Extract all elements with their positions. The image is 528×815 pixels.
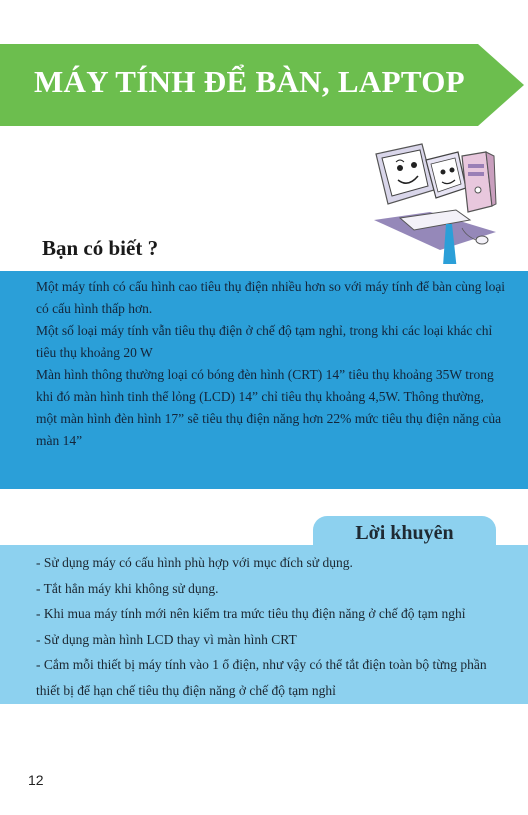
advice-heading: Lời khuyên — [355, 522, 454, 544]
did-you-know-paragraph: Màn hình thông thường loại có bóng đèn hình (CRT) 14” tiêu thụ khoảng 35W trong khi đó màn hình tinh thể lỏng (LCD) 14” chỉ tiêu thụ khoảng 4,5W. Thông thường, một màn hình đèn hình 17” sẽ tiêu thụ điện năng hơn 22% mức tiêu thụ điện năng của màn 14” — [36, 367, 502, 448]
did-you-know-paragraph: Một số loại máy tính vẫn tiêu thụ điện ở chế độ tạm nghỉ, trong khi các loại khác chỉ tiêu thụ khoảng 20 W — [36, 323, 493, 360]
advice-item: - Sử dụng máy có cấu hình phù hợp với mục đích sử dụng. — [36, 555, 353, 570]
title-banner — [0, 44, 528, 126]
did-you-know-text — [36, 276, 508, 452]
did-you-know-heading: Bạn có biết ? — [42, 236, 159, 260]
page-title: MÁY TÍNH ĐỂ BÀN, LAPTOP — [34, 64, 465, 99]
advice-list — [36, 550, 512, 703]
advice-panel — [0, 545, 528, 704]
advice-item: - Cắm mỗi thiết bị máy tính vào 1 ổ điện, như vậy có thể tắt điện toàn bộ từng phần thiết bị để hạn chế tiêu thụ điện năng ở chế độ tạm nghỉ — [36, 657, 487, 698]
computer-cartoon-icon — [370, 140, 498, 264]
did-you-know-paragraph: Một máy tính có cấu hình cao tiêu thụ điện nhiều hơn so với máy tính để bàn cùng loại có cấu hình thấp hơn. — [36, 279, 506, 316]
advice-item: - Tắt hẳn máy khi không sử dụng. — [36, 580, 219, 596]
advice-item: - Khi mua máy tính mới nên kiểm tra mức tiêu thụ điện năng ở chế độ tạm nghỉ — [36, 606, 466, 621]
did-you-know-panel — [0, 271, 528, 489]
page-number: 12 — [28, 772, 44, 788]
advice-item: - Sử dụng màn hình LCD thay vì màn hình CRT — [36, 631, 297, 647]
